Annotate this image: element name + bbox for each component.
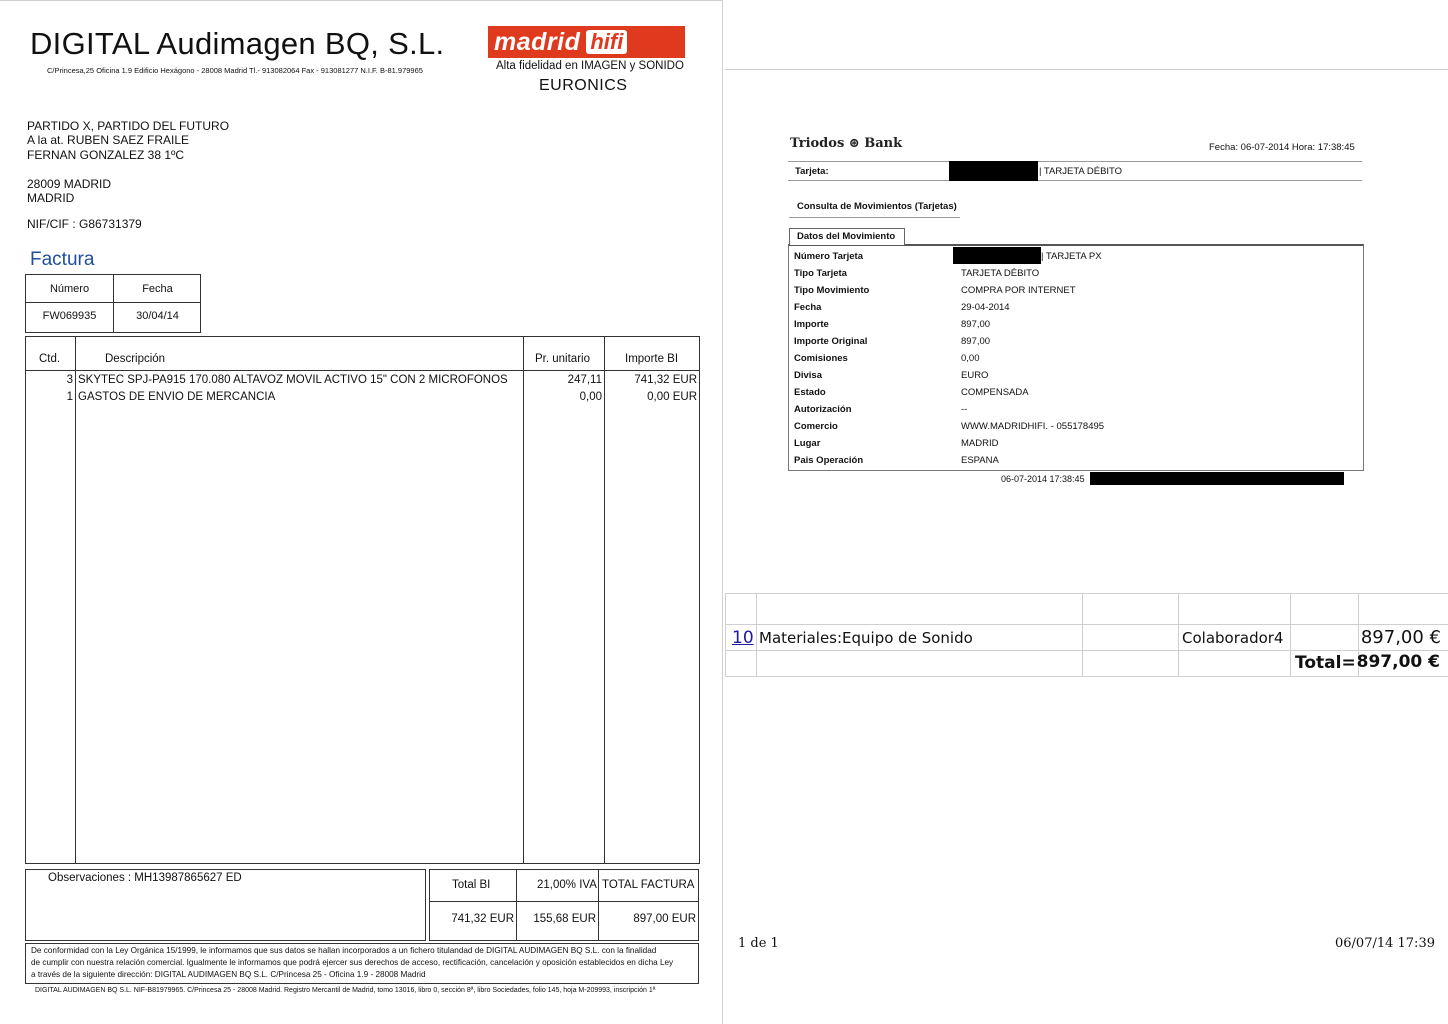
col-description-header: Descripción — [105, 353, 166, 365]
item-amount: 0,00 EUR — [647, 391, 697, 403]
items-table — [25, 336, 700, 864]
divider — [789, 217, 960, 218]
logo-tagline: Alta fidelidad en IMAGEN y SONIDO — [496, 60, 684, 72]
detail-label: Comisiones — [794, 353, 848, 364]
detail-value: WWW.MADRIDHIFI. - 055178495 — [961, 421, 1105, 432]
detail-label: Pais Operación — [794, 455, 864, 466]
date-label: Fecha — [142, 283, 173, 295]
redacted-field — [1090, 472, 1344, 485]
item-description: SKYTEC SPJ-PA915 170.080 ALTAVOZ MOVIL ACTIVO 15" CON 2 MICROFONOS — [78, 374, 508, 386]
detail-value: 897,00 — [961, 336, 991, 347]
invoice-date: 30/04/14 — [136, 310, 179, 322]
detail-value: COMPRA POR INTERNET — [961, 285, 1076, 296]
item-qty: 1 — [66, 391, 73, 403]
sheet-amount: 897,00 € — [1360, 627, 1441, 648]
detail-label: Estado — [794, 387, 826, 398]
detail-label: Importe — [794, 319, 829, 330]
invoice-title: Factura — [30, 249, 95, 270]
detail-label: Autorización — [794, 404, 852, 415]
col-unit-price-header: Pr. unitario — [535, 353, 590, 365]
logo-euronics: EURONICS — [539, 77, 628, 94]
redacted-card-number — [953, 247, 1041, 264]
totals-box — [429, 869, 699, 941]
redacted-card-number — [949, 161, 1038, 181]
detail-label: Tipo Tarjeta — [794, 268, 847, 279]
detail-value: COMPENSADA — [961, 387, 1029, 398]
detail-label: Importe Original — [794, 336, 868, 347]
movement-details-box — [788, 244, 1364, 471]
detail-label: Tipo Movimiento — [794, 285, 870, 296]
detail-value: 897,00 — [961, 319, 991, 330]
card-label: Tarjeta: — [795, 166, 829, 177]
print-timestamp: 06/07/14 17:39 — [1335, 936, 1435, 951]
madridhifi-logo — [488, 26, 685, 58]
detail-value: 0,00 — [961, 353, 980, 364]
invoice-number-date-box — [25, 274, 201, 333]
triodos-bank-logo: Triodos ⊛ Bank — [790, 136, 903, 151]
detail-value: EURO — [961, 370, 989, 381]
detail-label: Fecha — [794, 302, 822, 313]
sheet-total-label: Total= — [1295, 653, 1356, 673]
detail-label: Comercio — [794, 421, 838, 432]
detail-label: Número Tarjeta — [794, 251, 863, 262]
detail-value: -- — [961, 404, 968, 415]
item-qty: 3 — [66, 374, 73, 386]
client-province: MADRID — [27, 191, 75, 205]
item-unit-price: 247,11 — [567, 374, 602, 386]
detail-value: MADRID — [961, 438, 999, 449]
total-bi-label: Total BI — [452, 879, 491, 891]
total-bi-value: 741,32 EUR — [451, 913, 514, 925]
observations-text: Observaciones : MH13987865627 ED — [48, 872, 242, 884]
registry-footer: DIGITAL AUDIMAGEN BQ S.L. NIF-B81979965. C/Princesa 25 - 28008 Madrid. Registro Mercantil de Madrid, tomo 13016, libro 0, sección 8ª, libro Sociedades, folio 145, hoja M-209993, inscripción 1ª — [35, 987, 656, 994]
legal-line: De conformidad con la Ley Orgánica 15/1999, le informamos que sus datos se hallan incorporados a un fichero titulandad de DIGITAL AUDIMAGEN BQ S.L. con la finalidad — [31, 946, 657, 955]
company-address: C/Princesa,25 Oficina 1.9 Edificio Hexágono - 28008 Madrid Tl.- 913082064 Fax - 913081277 N.I.F. B-81.979965 — [47, 66, 423, 75]
client-street: FERNAN GONZALEZ 38 1ºC — [27, 148, 185, 162]
tab-movement-data[interactable]: Datos del Movimiento — [789, 228, 905, 245]
detail-value: | TARJETA PX — [1041, 251, 1102, 262]
sheet-collaborator: Colaborador4 — [1182, 629, 1284, 647]
detail-value: ESPANA — [961, 455, 999, 466]
company-name: DIGITAL Audimagen BQ, S.L. — [30, 26, 445, 61]
client-name: PARTIDO X, PARTIDO DEL FUTURO — [27, 119, 230, 133]
client-attn: A la at. RUBEN SAEZ FRAILE — [27, 133, 190, 147]
sheet-total-value: 897,00 € — [1356, 652, 1440, 672]
detail-value: 29-04-2014 — [961, 302, 1010, 313]
col-amount-header: Importe BI — [625, 353, 679, 365]
divider — [788, 161, 1362, 162]
total-invoice-value: 897,00 EUR — [633, 913, 696, 925]
legal-line: a través de la siguiente dirección: DIGITAL AUDIMAGEN BQ S.L. C/Princesa 25 - Oficina 1.9 - 28008 Madrid — [31, 970, 426, 979]
item-description: GASTOS DE ENVIO DE MERCANCIA — [78, 391, 276, 403]
bank-date-time: Fecha: 06-07-2014 Hora: 17:38:45 — [1209, 142, 1355, 153]
item-amount: 741,32 EUR — [634, 374, 697, 386]
logo-hifi-text: hifi — [586, 30, 627, 54]
detail-label: Lugar — [794, 438, 821, 449]
total-invoice-label: TOTAL FACTURA — [602, 879, 695, 891]
divider — [788, 180, 1362, 181]
detail-value: TARJETA DÉBITO — [961, 268, 1040, 279]
movement-timestamp: 06-07-2014 17:38:45 — [1001, 474, 1085, 484]
client-city: 28009 MADRID — [27, 177, 112, 191]
number-label: Número — [49, 283, 90, 295]
sheet-description: Materiales:Equipo de Sonido — [759, 629, 973, 647]
logo-madrid-text: madrid — [494, 27, 581, 56]
invoice-number: FW069935 — [42, 310, 97, 322]
sheet-row-link[interactable]: 10 — [732, 628, 754, 648]
client-nif: NIF/CIF : G86731379 — [27, 217, 142, 231]
item-unit-price: 0,00 — [579, 391, 602, 403]
iva-label: 21,00% IVA — [537, 879, 597, 891]
iva-value: 155,68 EUR — [533, 913, 596, 925]
card-type-value: | TARJETA DÉBITO — [1039, 166, 1123, 177]
col-qty-header: Ctd. — [39, 353, 61, 365]
legal-line: de cumplir con nuestra relación comercial. Igualmente le informamos que podrá ejercer sus derechos de acceso, rectificación, cancelación y oposición establecidos en dicha Ley — [31, 958, 674, 967]
page-number: 1 de 1 — [738, 936, 779, 951]
detail-label: Divisa — [794, 370, 822, 381]
section-title: Consulta de Movimientos (Tarjetas) — [797, 201, 957, 212]
